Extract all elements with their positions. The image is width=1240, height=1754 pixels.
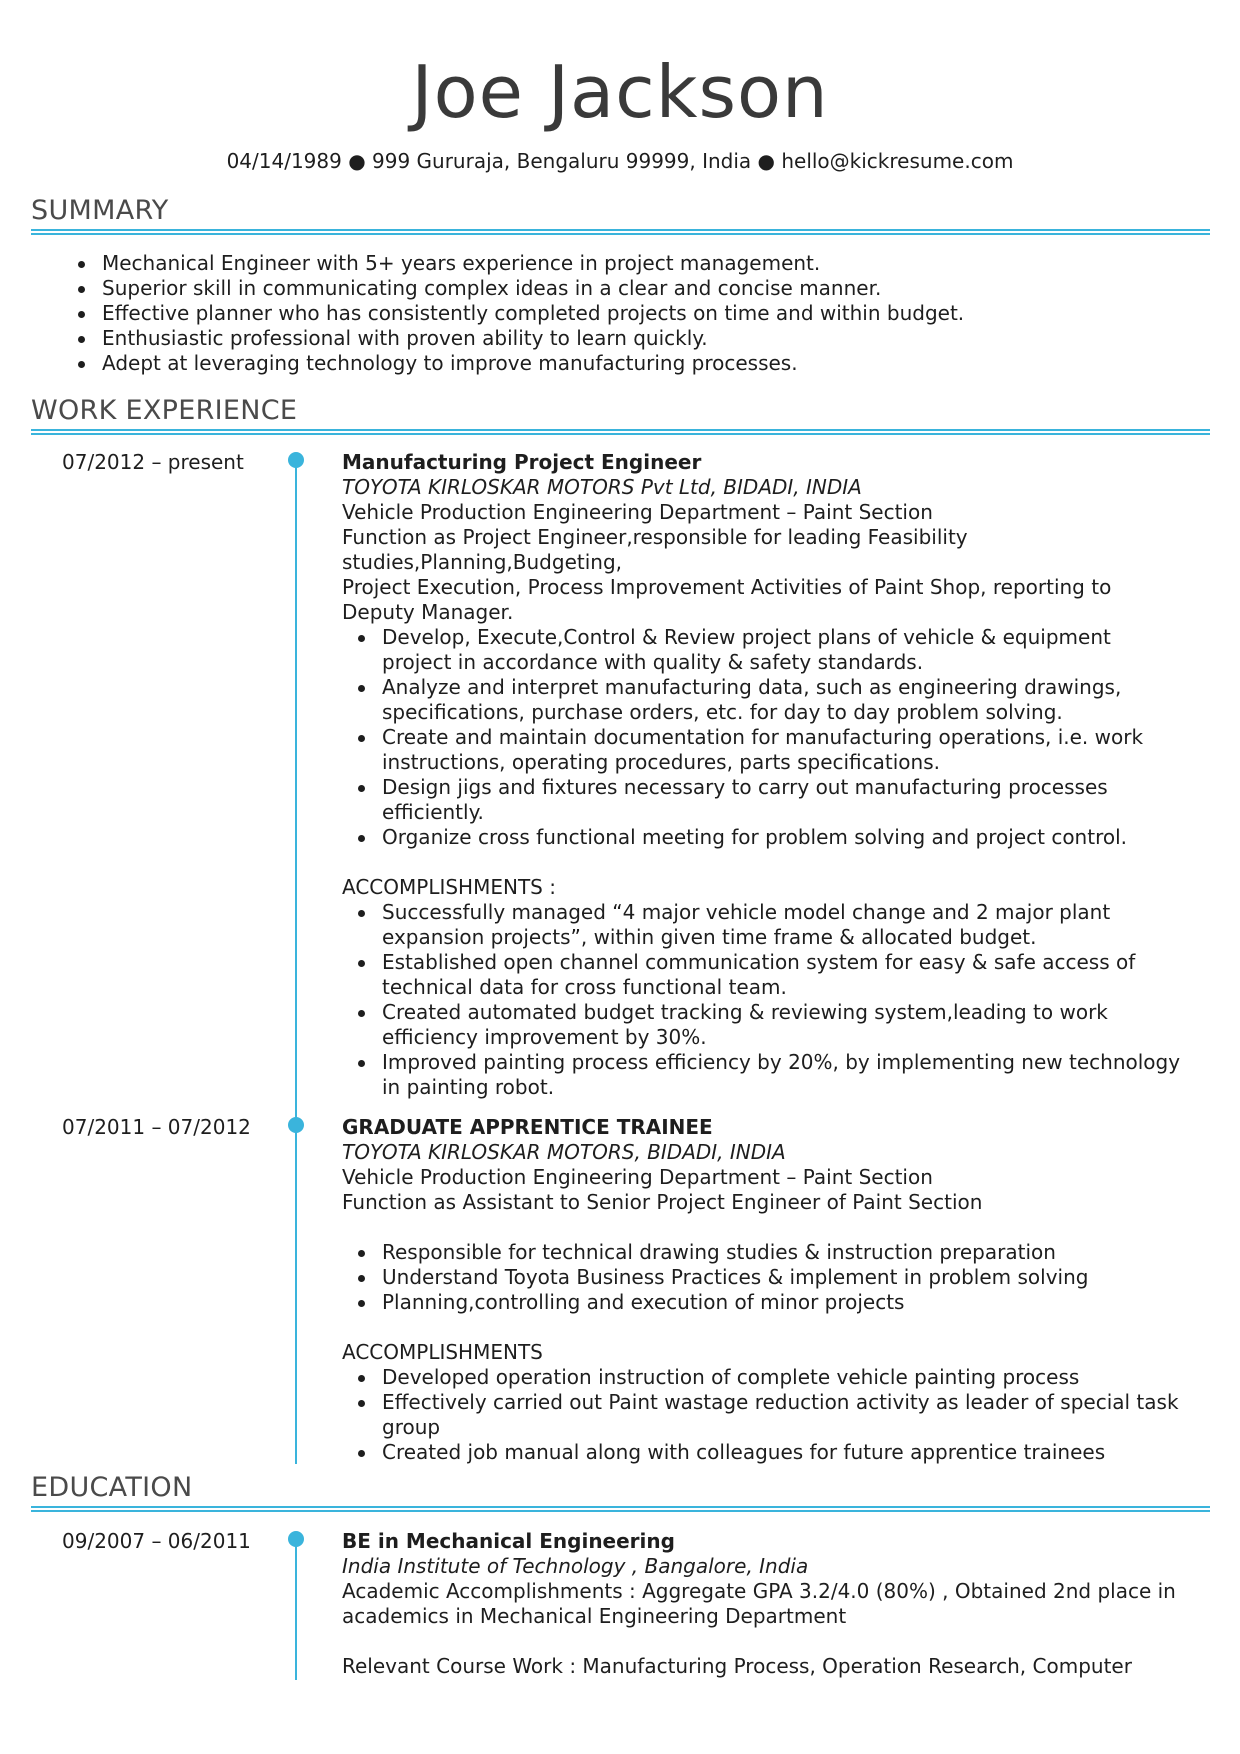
timeline-dot [288,1117,304,1133]
job-date: 07/2011 – 07/2012 [62,1115,251,1139]
job-company: TOYOTA KIRLOSKAR MOTORS, BIDADI, INDIA [342,1140,786,1164]
accomplishments-label: ACCOMPLISHMENTS [342,1340,543,1364]
duty-item: Organize cross functional meeting for problem solving and project control. [342,825,1182,850]
summary-list [64,251,1164,376]
duty-item: Planning,controlling and execution of minor projects [342,1290,1182,1315]
duty-item: Analyze and interpret manufacturing data, such as engineering drawings, specifications, purchase orders, etc. for day to day problem solving. [342,675,1182,725]
job-line: Vehicle Production Engineering Department – Paint Section [342,1165,933,1189]
degree-title: BE in Mechanical Engineering [342,1529,675,1553]
job-title: GRADUATE APPRENTICE TRAINEE [342,1115,713,1139]
job-line: Function as Project Engineer,responsible for leading Feasibility studies,Planning,Budgeting, [342,525,968,574]
accomplishment-item: Developed operation instruction of complete vehicle painting process [342,1365,1182,1390]
job-company: TOYOTA KIRLOSKAR MOTORS Pvt Ltd, BIDADI, INDIA [342,475,862,499]
job-duties [342,625,1182,850]
candidate-name: Joe Jackson [411,50,829,134]
accomplishment-item: Created job manual along with colleagues for future apprentice trainees [342,1440,1182,1465]
summary-item: Adept at leveraging technology to improve manufacturing processes. [64,351,1164,376]
education-rule [31,1506,1210,1512]
job-line: Vehicle Production Engineering Department – Paint Section [342,500,933,524]
accomplishment-item: Successfully managed “4 major vehicle model change and 2 major plant expansion projects”, within given time frame & allocated budget. [342,900,1182,950]
duty-item: Develop, Execute,Control & Review project plans of vehicle & equipment project in accordance with quality & safety standards. [342,625,1182,675]
summary-item: Enthusiastic professional with proven ability to learn quickly. [64,326,1164,351]
duty-item: Responsible for technical drawing studies & instruction preparation [342,1240,1182,1265]
job-date: 07/2012 – present [62,450,244,474]
summary-rule [31,229,1210,235]
accomplishment-item: Established open channel communication system for easy & safe access of technical data for cross functional team. [342,950,1182,1000]
timeline-dot [288,1531,304,1547]
work-rule [31,429,1210,435]
accomplishments-label: ACCOMPLISHMENTS : [342,875,556,899]
relevant-coursework: Relevant Course Work : Manufacturing Process, Operation Research, Computer [342,1654,1132,1678]
summary-heading: SUMMARY [31,195,169,226]
timeline-dot [288,452,304,468]
summary-item: Superior skill in communicating complex ideas in a clear and concise manner. [64,276,1164,301]
education-timeline [295,1540,297,1680]
duty-item: Design jigs and fixtures necessary to carry out manufacturing processes efficiently. [342,775,1182,825]
accomplishments-list [342,900,1182,1100]
duty-item: Create and maintain documentation for manufacturing operations, i.e. work instructions, operating procedures, parts specifications. [342,725,1182,775]
duty-item: Understand Toyota Business Practices & implement in problem solving [342,1265,1182,1290]
job-duties [342,1240,1182,1315]
education-heading: EDUCATION [31,1472,193,1503]
job-entry [342,1115,1182,1465]
accomplishment-item: Improved painting process efficiency by 20%, by implementing new technology in painting robot. [342,1050,1182,1100]
accomplishment-item: Created automated budget tracking & reviewing system,leading to work efficiency improvement by 30%. [342,1000,1182,1050]
job-line: Function as Assistant to Senior Project Engineer of Paint Section [342,1190,983,1214]
education-date: 09/2007 – 06/2011 [62,1529,251,1553]
academic-accomplishments: Academic Accomplishments : Aggregate GPA 3.2/4.0 (80%) , Obtained 2nd place in academics in Mechanical Engineering Department [342,1579,1176,1628]
summary-item: Mechanical Engineer with 5+ years experience in project management. [64,251,1164,276]
job-entry [342,450,1182,1100]
work-heading: WORK EXPERIENCE [31,395,298,426]
job-line: Project Execution, Process Improvement Activities of Paint Shop, reporting to Deputy Manager. [342,575,1112,624]
accomplishment-item: Effectively carried out Paint wastage reduction activity as leader of special task group [342,1390,1182,1440]
job-title: Manufacturing Project Engineer [342,450,702,474]
school-name: India Institute of Technology , Bangalore, India [342,1554,809,1578]
summary-item: Effective planner who has consistently completed projects on time and within budget. [64,301,1164,326]
work-timeline [295,460,297,1464]
contact-line: 04/14/1989 ● 999 Gururaja, Bengaluru 99999, India ● hello@kickresume.com [226,149,1014,173]
accomplishments-list [342,1365,1182,1465]
education-entry [342,1529,1182,1679]
